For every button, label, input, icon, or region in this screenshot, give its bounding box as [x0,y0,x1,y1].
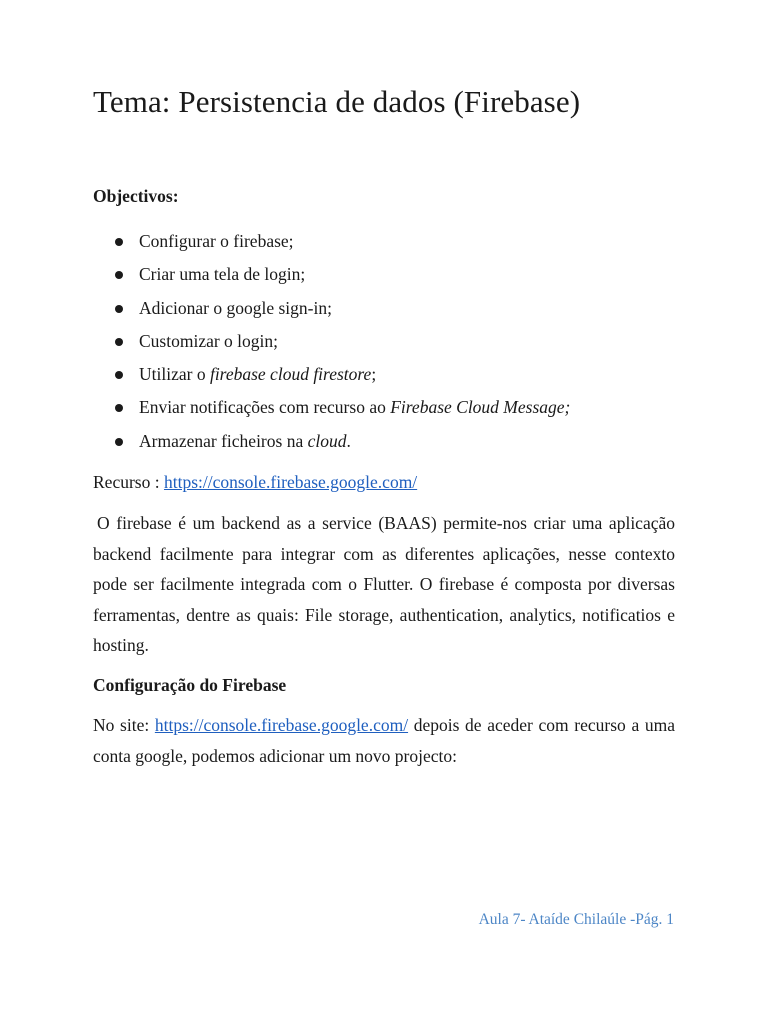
objectives-heading: Objectivos: [93,186,179,206]
list-item-text-end: ; [371,364,377,385]
site-label: No site: [93,715,155,735]
resource-line [93,470,417,494]
bullet-icon [115,271,123,279]
list-item [93,296,570,329]
bullet-icon [115,338,123,346]
list-item [93,429,570,462]
list-item-text: Armazenar ficheiros na [139,430,308,451]
list-item [93,395,570,428]
list-item [93,229,570,262]
list-item-text: Criar uma tela de login; [139,264,306,285]
site-link[interactable]: https://console.firebase.google.com/ [154,715,409,735]
list-item-italic: Firebase Cloud Message; [390,397,571,418]
list-item-text: Adicionar o google sign-in; [139,297,332,318]
list-item-text: Configurar o firebase; [139,231,294,251]
site-text: depois de aceder com recurso a uma conta google, podemos adicionar um novo projecto: [93,715,675,766]
bullet-icon [115,404,123,412]
list-item-text: Enviar notificações com recurso ao [139,397,391,418]
list-item-text: Customizar o login; [139,330,279,351]
bullet-icon [115,438,123,446]
list-item-text-end: . [346,430,351,451]
list-item [93,329,570,362]
resource-link[interactable]: https://console.firebase.google.com/ [163,472,418,492]
config-heading: Configuração do Firebase [93,675,287,695]
page-footer: Aula 7- Ataíde Chilaúle -Pág. 1 [478,911,674,928]
objectives-list [93,229,570,462]
document-title: Tema: Persistencia de dados (Firebase) [93,84,581,119]
list-item-text: Utilizar o [139,364,210,385]
site-paragraph [93,710,675,771]
bullet-icon [115,305,123,313]
bullet-icon [115,371,123,379]
list-item-italic: firebase cloud firestore [209,364,372,385]
resource-label: Recurso : [93,472,164,492]
list-item [93,362,570,395]
bullet-icon [115,238,123,246]
intro-paragraph: O firebase é um backend as a service (BAAS) permite-nos criar uma aplicação backend facilmente para integrar com as diferentes aplicações, nesse contexto pode ser facilmente integrada com o Flutter. O firebase é composta por diversas ferramentas, dentre as quais: File storage, authentication, analytics, notificatios e hosting. [93,513,675,655]
list-item [93,262,570,295]
list-item-italic: cloud [307,430,347,451]
